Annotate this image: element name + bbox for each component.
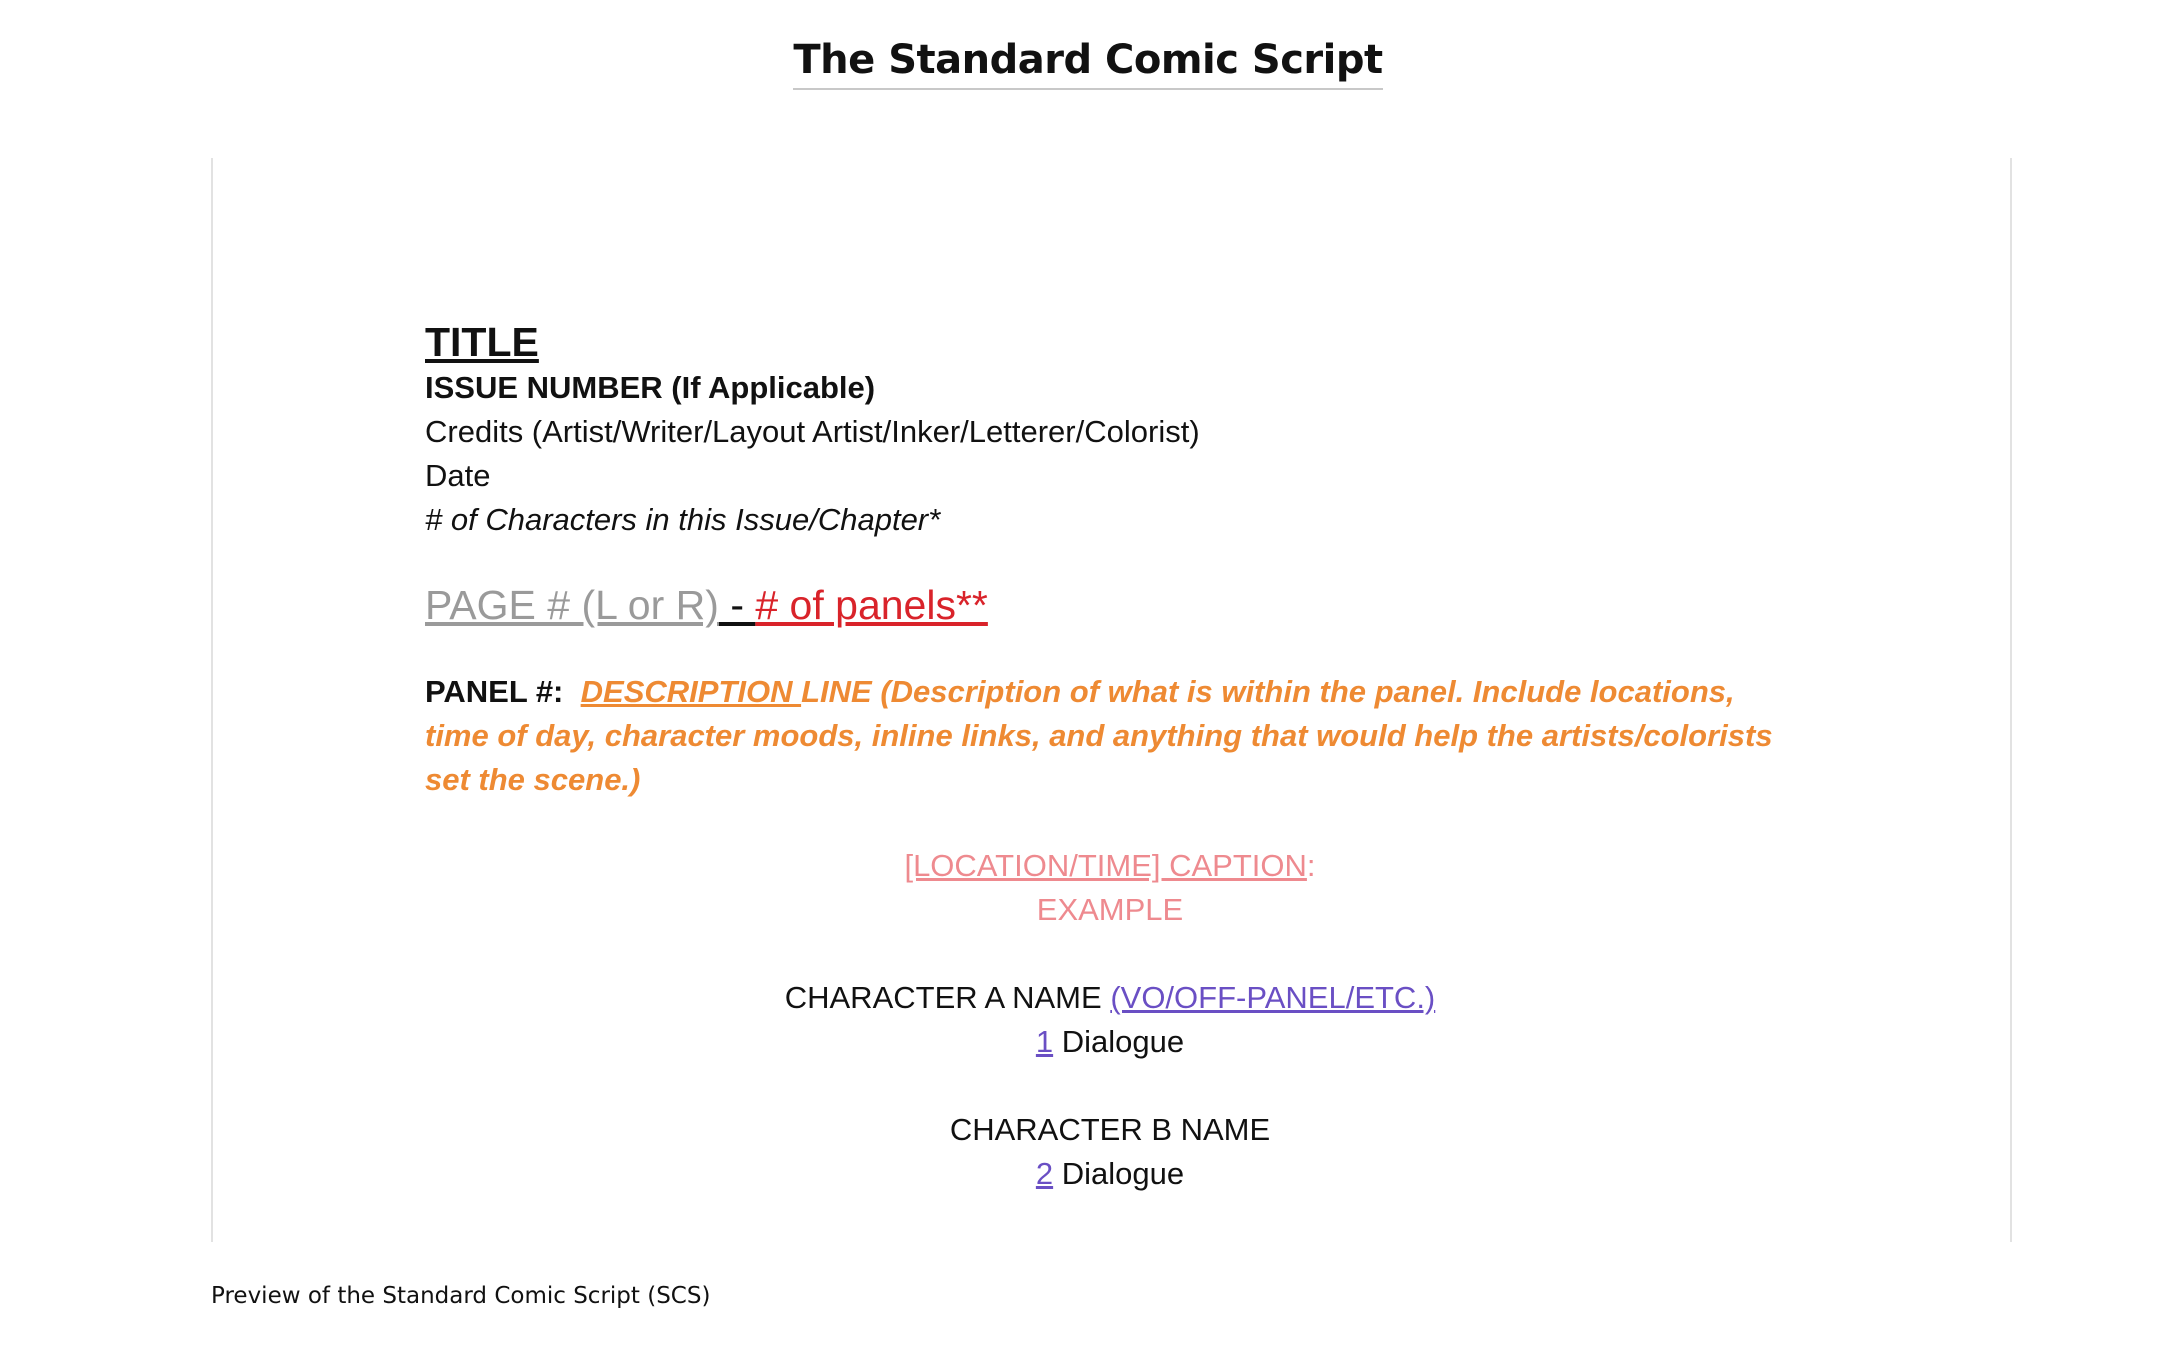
script-document [425, 318, 1795, 1196]
page-number-label: PAGE # (L or R) [425, 582, 719, 628]
character-a-dialogue-line [425, 1020, 1795, 1064]
figure-caption: Preview of the Standard Comic Script (SCS) [211, 1283, 711, 1309]
panel-description-block [425, 670, 1795, 802]
character-b-dialogue: Dialogue [1061, 1156, 1185, 1191]
character-a-name: CHARACTER A NAME [784, 980, 1102, 1015]
character-a-tag-link[interactable]: (VO/OFF-PANEL/ETC.) [1110, 980, 1436, 1015]
page-heading [0, 36, 2176, 90]
caption-colon: : [1306, 848, 1316, 883]
page-separator: - [718, 582, 756, 628]
character-a-block [425, 976, 1795, 1064]
character-b-name: CHARACTER B NAME [949, 1112, 1271, 1147]
script-title: TITLE [425, 319, 539, 365]
character-a-line-number-link[interactable]: 1 [1035, 1024, 1054, 1059]
character-a-dialogue: Dialogue [1061, 1024, 1185, 1059]
date-line: Date [425, 458, 491, 493]
characters-note: # of Characters in this Issue/Chapter* [425, 502, 941, 537]
caption-label: [LOCATION/TIME] CAPTION [904, 848, 1307, 883]
description-text: LINE (Description of what is within the panel. Include locations, time of day, character moods, inline links, and anything that would help the artists/colorists set the scene.) [425, 674, 1773, 797]
panel-count-label: # of panels** [755, 582, 988, 628]
caption-line [425, 844, 1795, 888]
panel-label: PANEL #: [425, 674, 564, 709]
issue-number: ISSUE NUMBER (If Applicable) [425, 370, 876, 405]
character-a-line [425, 976, 1795, 1020]
script-preview-frame [211, 158, 2012, 1242]
character-b-block [425, 1108, 1795, 1196]
character-b-dialogue-line [425, 1152, 1795, 1196]
character-b-line-number-link[interactable]: 2 [1035, 1156, 1054, 1191]
page-title: The Standard Comic Script [793, 36, 1382, 90]
caption-example: EXAMPLE [1036, 892, 1184, 927]
credits-line: Credits (Artist/Writer/Layout Artist/Inker/Letterer/Colorist) [425, 414, 1200, 449]
caption-block [425, 844, 1795, 932]
description-keyword: DESCRIPTION [580, 674, 802, 709]
page-header-line [425, 578, 1795, 632]
